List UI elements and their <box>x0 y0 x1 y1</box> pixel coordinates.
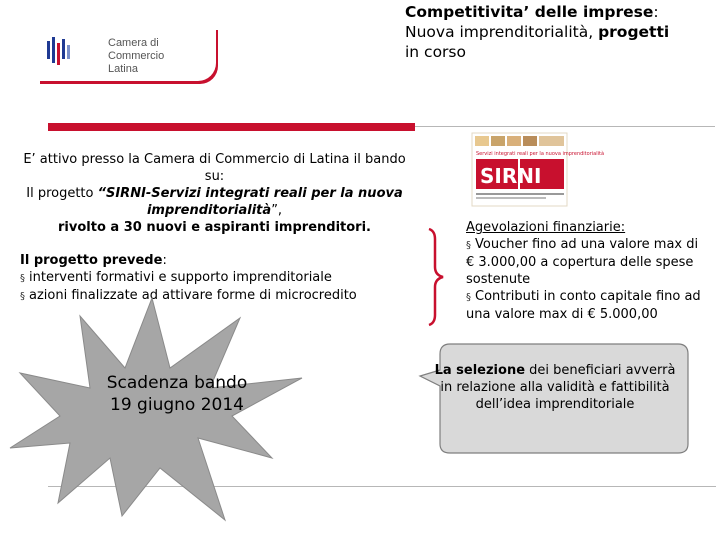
intro-project-prefix: Il progetto <box>26 186 98 201</box>
bullet-icon: § <box>20 291 25 302</box>
selection-bold: La selezione <box>434 363 526 378</box>
title-line1: Competitivita’ delle imprese <box>405 3 654 21</box>
deadline-date: 19 giugno 2014 <box>110 395 244 415</box>
selection-text <box>430 362 680 413</box>
list-item-text: interventi formativi e supporto imprenditoriale <box>29 270 332 285</box>
list-item <box>20 269 415 287</box>
logo-name <box>108 37 216 76</box>
slide-title <box>405 2 720 62</box>
bullet-icon: § <box>20 273 25 284</box>
project-name: “SIRNI-Servizi integrati reali per la nuova imprenditorialità <box>97 186 403 218</box>
financial-benefits <box>466 219 701 323</box>
list-item <box>466 236 701 288</box>
selection-rest: dei beneficiari avverrà in relazione alla validità e fattibilità dell’idea imprenditoriale <box>440 363 676 412</box>
features-colon: : <box>162 253 167 268</box>
benefits-heading: Agevolazioni finanziarie: <box>466 220 626 235</box>
title-line2-bold: progetti <box>598 23 670 41</box>
logo-name-line1: Camera di Commercio <box>108 37 165 62</box>
intro-line1: E’ attivo presso la Camera di Commercio di Latina il bando su: <box>23 152 406 184</box>
brace-icon <box>425 227 447 327</box>
sirni-top-text: Servizi integrati reali per la nuova imprenditorialità <box>476 151 605 157</box>
bullet-icon: § <box>466 292 471 303</box>
title-colon: : <box>653 3 659 21</box>
list-item <box>466 288 701 323</box>
logo-name-line2: Latina <box>108 63 138 75</box>
red-divider <box>48 123 415 131</box>
title-line3: in corso <box>405 43 466 61</box>
bullet-icon: § <box>466 240 471 251</box>
list-item-text: Voucher fino ad una valore max di € 3.000,00 a copertura delle spese sostenute <box>466 237 699 287</box>
sirni-logo-text: SIRNI <box>480 164 542 188</box>
intro-project-suffix: ”, <box>271 203 283 218</box>
logo <box>38 27 216 81</box>
title-line2-start: Nuova imprenditorialità, <box>405 23 599 41</box>
logo-emblem-icon <box>44 33 74 73</box>
intro-project <box>22 185 407 219</box>
deadline-line1: Scadenza bando <box>106 373 248 393</box>
list-item-text: Contributi in conto capitale fino ad una valore max di € 5.000,00 <box>466 289 701 322</box>
sirni-logo-image <box>472 133 605 206</box>
deadline-text <box>92 372 262 416</box>
features-heading: Il progetto prevede <box>20 253 163 268</box>
intro-text <box>22 151 407 236</box>
gray-divider <box>415 126 715 127</box>
list-item-text: azioni finalizzate ad attivare forme di microcredito <box>29 288 357 303</box>
intro-target: rivolto a 30 nuovi e aspiranti imprenditori. <box>58 220 371 235</box>
